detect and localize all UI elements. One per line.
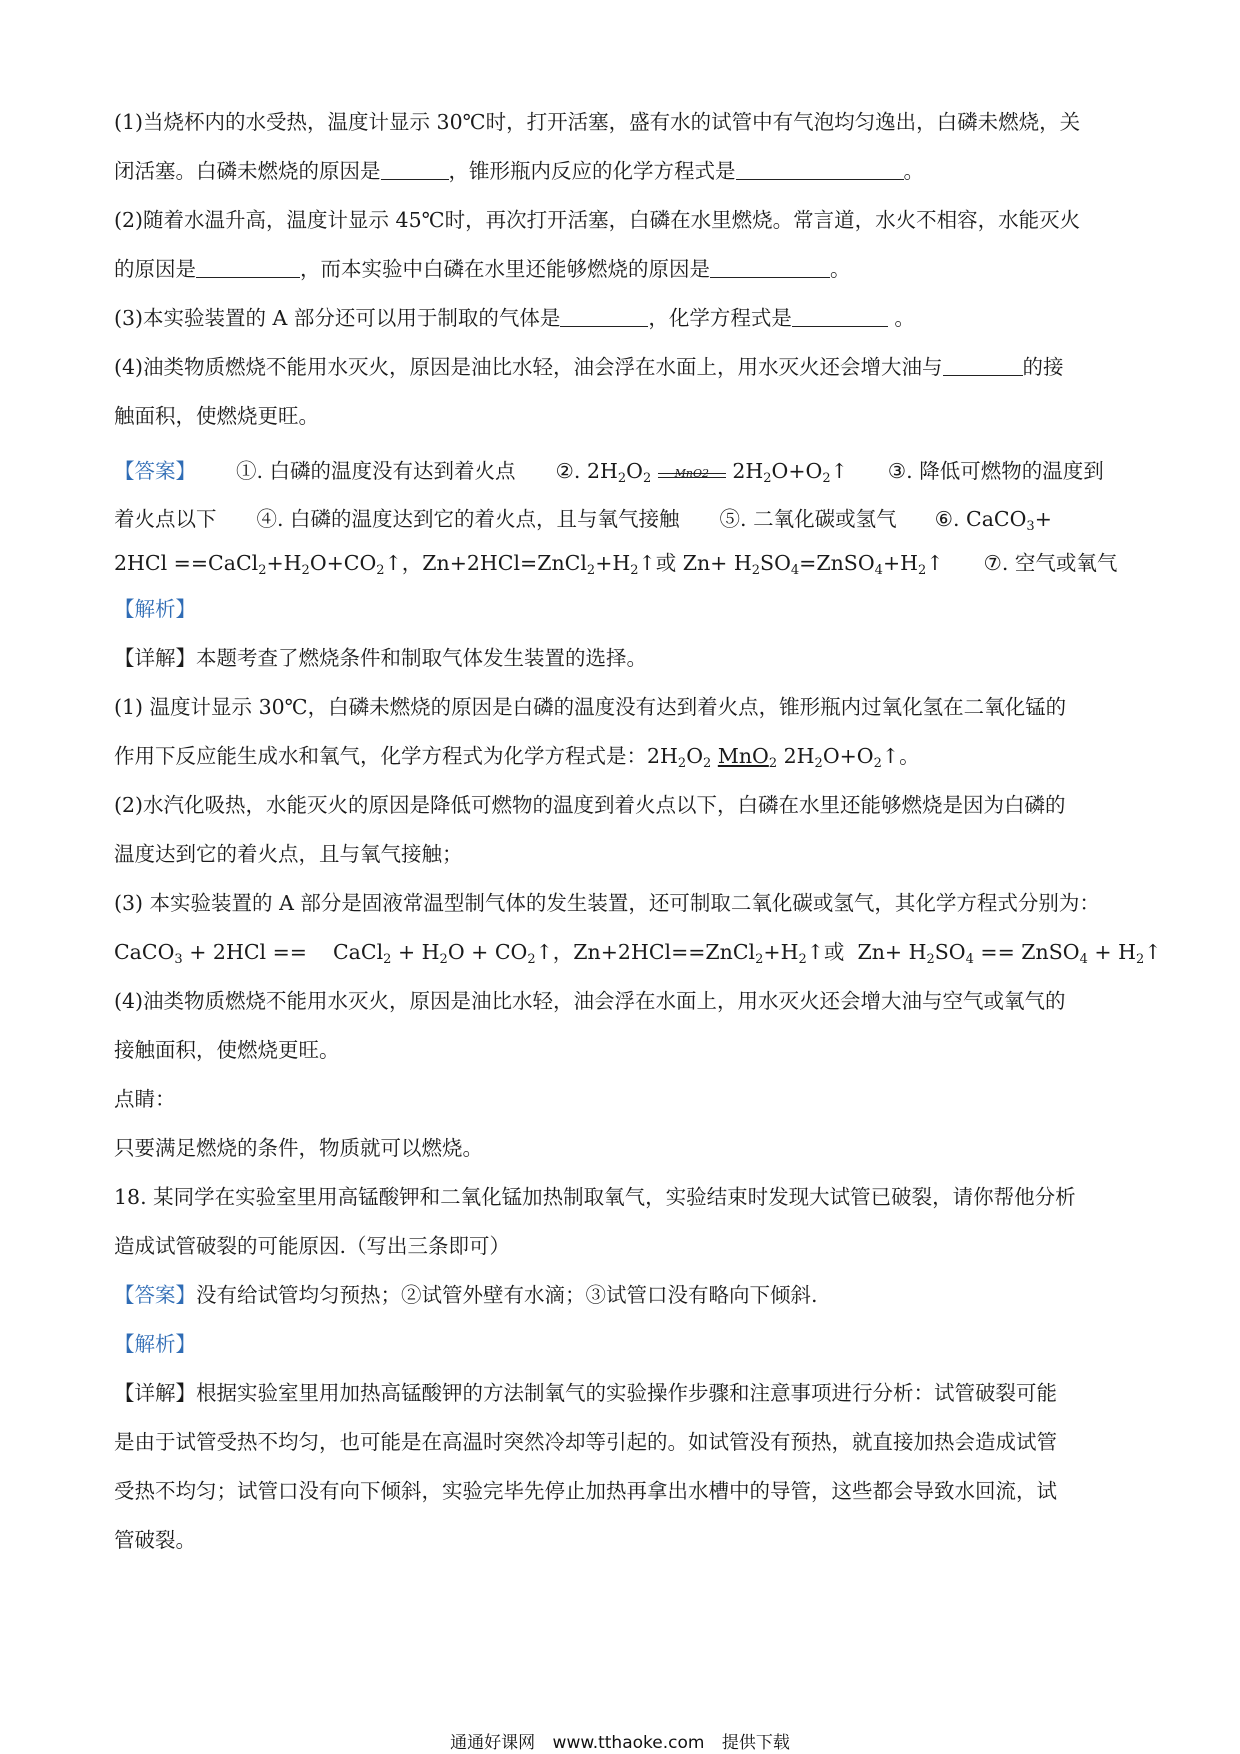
equation-inline: $2H_2O_2$ MnO$_2$ $2H_2O+O_2↑$。 xyxy=(647,744,920,771)
blank xyxy=(560,306,648,327)
q18-detail-3: 受热不均匀；试管口没有向下倾斜，实验完毕先停止加热再拿出水槽中的导管，这些都会导致水回流，试 xyxy=(114,1479,1057,1503)
q18-detail-4: 管破裂。 xyxy=(114,1528,196,1552)
q17-detail-4b: 接触面积，使燃烧更旺。 xyxy=(114,1038,340,1062)
q17-detail-4a: (4)油类物质燃烧不能用水灭火，原因是油比水轻，油会浮在水面上，用水灭火还会增大油与空气或氧气的 xyxy=(114,989,1066,1013)
q17-answer-line3: $2HCl ==CaCl_2+H_2O+CO_2↑$，$Zn+2HCl=ZnCl_2+H_2↑$或 $Zn+ H_2SO_4=ZnSO_4+H_2↑$ ⑦. 空气或氧气 xyxy=(114,551,1118,578)
q17-part4-line1: (4)油类物质燃烧不能用水灭火，原因是油比水轻，油会浮在水面上，用水灭火还会增大油与 的接 xyxy=(114,355,1064,379)
q17-answer-line2: 着火点以下 ④. 白磷的温度达到它的着火点，且与氧气接触 ⑤. 二氧化碳或氢气 ⑥. CaCO$_3$+ xyxy=(114,507,1052,534)
page-footer xyxy=(0,1728,1240,1753)
q17-detail-intro: 【详解】本题考查了燃烧条件和制取气体发生装置的选择。 xyxy=(114,646,647,670)
footer-note: 提供下载 xyxy=(721,1733,790,1753)
q18-question-line1: 18. 某同学在实验室里用高锰酸钾和二氧化锰加热制取氧气，实验结束时发现大试管已破裂，请你帮他分析 xyxy=(114,1185,1076,1209)
q17-tip-label: 点睛： xyxy=(114,1087,176,1111)
blank xyxy=(943,355,1023,376)
q17-detail-3a: (3) 本实验装置的 A 部分是固液常温型制气体的发生装置，还可制取二氧化碳或氢气，其化学方程式分别为： xyxy=(114,891,1100,915)
q18-detail-1: 【详解】根据实验室里用加热高锰酸钾的方法制氧气的实验操作步骤和注意事项进行分析：试管破裂可能 xyxy=(114,1381,1057,1405)
q17-answer-line1: 【答案】 ①. 白磷的温度没有达到着火点 ②. $2H_2O_2$ MnO2 $2H_2O+O_2↑$ ③. 降低可燃物的温度到 xyxy=(114,459,1104,486)
q17-part2-line2: 的原因是 ，而本实验中白磷在水里还能够燃烧的原因是 。 xyxy=(114,257,851,281)
footer-url[interactable]: www.tthaoke.com xyxy=(552,1733,705,1753)
q17-part1-line1: (1)当烧杯内的水受热，温度计显示 30℃时，打开活塞，盛有水的试管中有气泡均匀逸出，白磷未燃烧，关 xyxy=(114,110,1081,134)
q17-detail-1b: 作用下反应能生成水和氧气，化学方程式为化学方程式是：$2H_2O_2$ MnO$_2$ $2H_2O+O_2↑$。 xyxy=(114,744,920,771)
q17-analysis-tag: 【解析】 xyxy=(114,597,196,621)
q17-part2-line1: (2)随着水温升高，温度计显示 45℃时，再次打开活塞，白磷在水里燃烧。常言道，水火不相容，水能灭火 xyxy=(114,208,1081,232)
blank xyxy=(736,159,904,180)
q17-part1-line2: 闭活塞。白磷未燃烧的原因是 ，锥形瓶内反应的化学方程式是 。 xyxy=(114,159,924,183)
q17-tip-text: 只要满足燃烧的条件，物质就可以燃烧。 xyxy=(114,1136,483,1160)
q17-detail-2b: 温度达到它的着火点，且与氧气接触； xyxy=(114,842,463,866)
equation-h2o2: ②. $2H_2O_2$ MnO2 $2H_2O+O_2↑$ xyxy=(555,459,848,486)
q18-answer: 【答案】没有给试管均匀预热；②试管外壁有水滴；③试管口没有略向下倾斜. xyxy=(114,1283,818,1307)
q17-detail-3b xyxy=(114,928,1162,977)
equation-detail: CaCO$_3$ + 2HCl == CaCl$_2$ + $H_2O$ + $CO_2↑$，$Zn+2HCl==ZnCl_2+H_2↑$或 $Zn+ H_2SO_4$ == ZnSO$_4$ + $H_2↑$ xyxy=(114,940,1162,967)
q17-part4-line2: 触面积，使燃烧更旺。 xyxy=(114,404,319,428)
footer-site: 通通好课网 xyxy=(450,1733,536,1753)
blank xyxy=(196,257,300,278)
equation-caco3: ⑥. CaCO$_3$+ xyxy=(934,507,1052,534)
blank xyxy=(792,306,888,327)
q18-question-line2: 造成试管破裂的可能原因.（写出三条即可） xyxy=(114,1234,511,1258)
answer-tag: 【答案】 xyxy=(114,459,196,483)
blank xyxy=(710,257,830,278)
q17-part3: (3)本实验装置的 A 部分还可以用于制取的气体是 ，化学方程式是 。 xyxy=(114,306,915,330)
q18-detail-2: 是由于试管受热不均匀，也可能是在高温时突然冷却等引起的。如试管没有预热，就直接加热会造成试管 xyxy=(114,1430,1057,1454)
q18-analysis-tag: 【解析】 xyxy=(114,1332,196,1356)
blank xyxy=(381,159,449,180)
q17-detail-1a: (1) 温度计显示 30℃，白磷未燃烧的原因是白磷的温度没有达到着火点，锥形瓶内过氧化氢在二氧化锰的 xyxy=(114,695,1067,719)
catalyst-equals: MnO2 xyxy=(658,465,726,478)
q17-detail-2a: (2)水汽化吸热，水能灭火的原因是降低可燃物的温度到着火点以下，白磷在水里还能够燃烧是因为白磷的 xyxy=(114,793,1066,817)
equation-set: $2HCl ==CaCl_2+H_2O+CO_2↑$，$Zn+2HCl=ZnCl_2+H_2↑$或 $Zn+ H_2SO_4=ZnSO_4+H_2↑$ xyxy=(114,551,944,578)
document-body xyxy=(114,98,1162,1565)
